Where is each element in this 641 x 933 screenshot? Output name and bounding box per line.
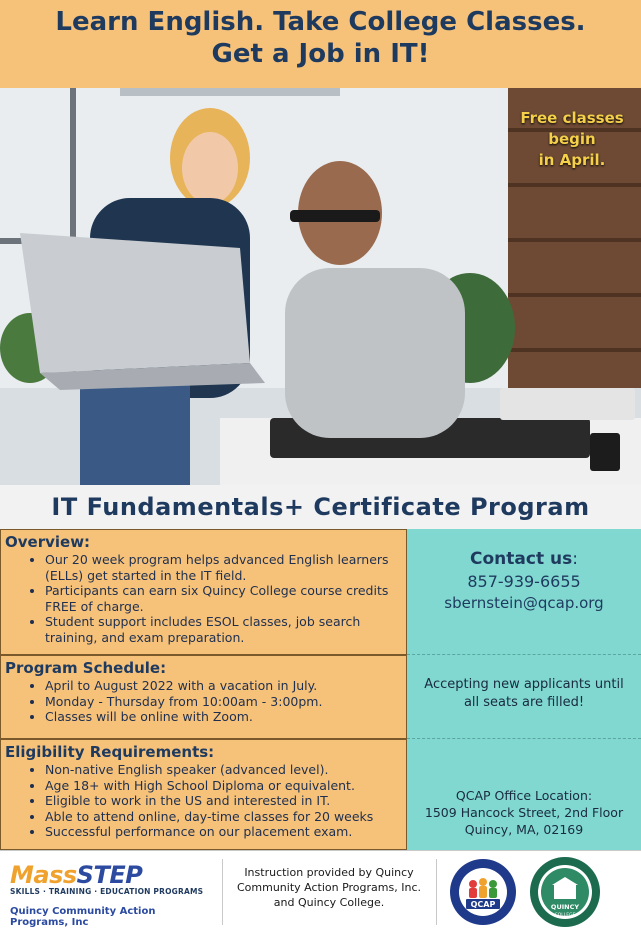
overview-list	[1, 552, 406, 645]
list-item: • Classes will be online with Zoom.	[45, 709, 406, 725]
accepting-line-2: all seats are filled!	[463, 695, 585, 710]
free-line-3: in April.	[538, 151, 606, 169]
hero-photo	[0, 88, 641, 485]
list-item: • Able to attend online, day-time classes for 20 weeks	[45, 809, 406, 825]
accepting-panel	[407, 655, 641, 739]
quincy-college-seal-icon	[528, 855, 602, 929]
eligibility-list	[1, 762, 406, 840]
location-line-3: Quincy, MA, 02169	[464, 822, 584, 837]
headline-line-1: Learn English. Take College Classes.	[55, 7, 586, 37]
page-header	[0, 0, 641, 88]
overview-heading: Overview:	[5, 533, 91, 551]
massstep-wordmark-step: STEP	[76, 861, 143, 889]
massstep-wordmark	[10, 861, 210, 889]
contact-heading-text: Contact us	[470, 549, 573, 569]
list-item: • Participants can earn six Quincy College course credits FREE of charge.	[45, 583, 406, 614]
list-item: • April to August 2022 with a vacation in July.	[45, 678, 406, 694]
overview-section	[0, 529, 407, 655]
massstep-tagline: SKILLS · TRAINING · EDUCATION PROGRAMS	[10, 887, 204, 896]
program-title: IT Fundamentals+ Certificate Program	[51, 493, 590, 521]
contact-phone[interactable]: 857-939-6655	[467, 572, 581, 591]
contact-panel	[407, 529, 641, 655]
list-item: • Eligible to work in the US and interested in IT.	[45, 793, 406, 809]
headline-line-2: Get a Job in IT!	[211, 39, 430, 69]
divider	[436, 859, 437, 925]
massstep-wordmark-mass: Mass	[10, 861, 77, 889]
list-item: • Our 20 week program helps advanced English learners (ELLs) get started in the IT field.	[45, 552, 406, 583]
program-title-band	[0, 485, 641, 529]
contact-heading-colon: :	[572, 549, 578, 569]
contact-heading	[407, 549, 641, 569]
list-item: • Successful performance on our placement exam.	[45, 824, 406, 840]
list-item: • Age 18+ with High School Diploma or equivalent.	[45, 778, 406, 794]
accepting-line-1: Accepting new applicants until	[424, 677, 624, 692]
list-item: • Non-native English speaker (advanced level).	[45, 762, 406, 778]
schedule-list	[1, 678, 406, 725]
location-line-2: 1509 Hancock Street, 2nd Floor	[424, 805, 624, 820]
massstep-org: Quincy Community Action Programs, Inc	[10, 906, 156, 928]
qcap-logo-icon	[448, 857, 518, 927]
qcap-logo-label: QCAP	[470, 900, 496, 909]
massstep-logo	[10, 861, 210, 928]
schedule-section	[0, 655, 407, 739]
college-seal-top: QUINCY	[550, 903, 580, 911]
eligibility-section	[0, 739, 407, 850]
location-line-1: QCAP Office Location:	[455, 788, 593, 803]
list-item: • Monday - Thursday from 10:00am - 3:00pm.	[45, 694, 406, 710]
divider	[222, 859, 223, 925]
list-item: • Student support includes ESOL classes, job search training, and exam preparation.	[45, 614, 406, 645]
location-panel	[407, 739, 641, 850]
college-seal-bottom: COLLEGE	[554, 913, 576, 918]
free-classes-note	[517, 108, 627, 171]
schedule-heading: Program Schedule:	[5, 659, 167, 677]
free-line-1: Free classes	[520, 109, 624, 127]
free-line-2: begin	[548, 130, 596, 148]
contact-email[interactable]: sbernstein@qcap.org	[444, 594, 604, 612]
instruction-credit: Instruction provided by Quincy Community Action Programs, Inc. and Quincy College.	[236, 866, 421, 909]
footer	[0, 850, 641, 933]
eligibility-heading: Eligibility Requirements:	[5, 743, 215, 761]
